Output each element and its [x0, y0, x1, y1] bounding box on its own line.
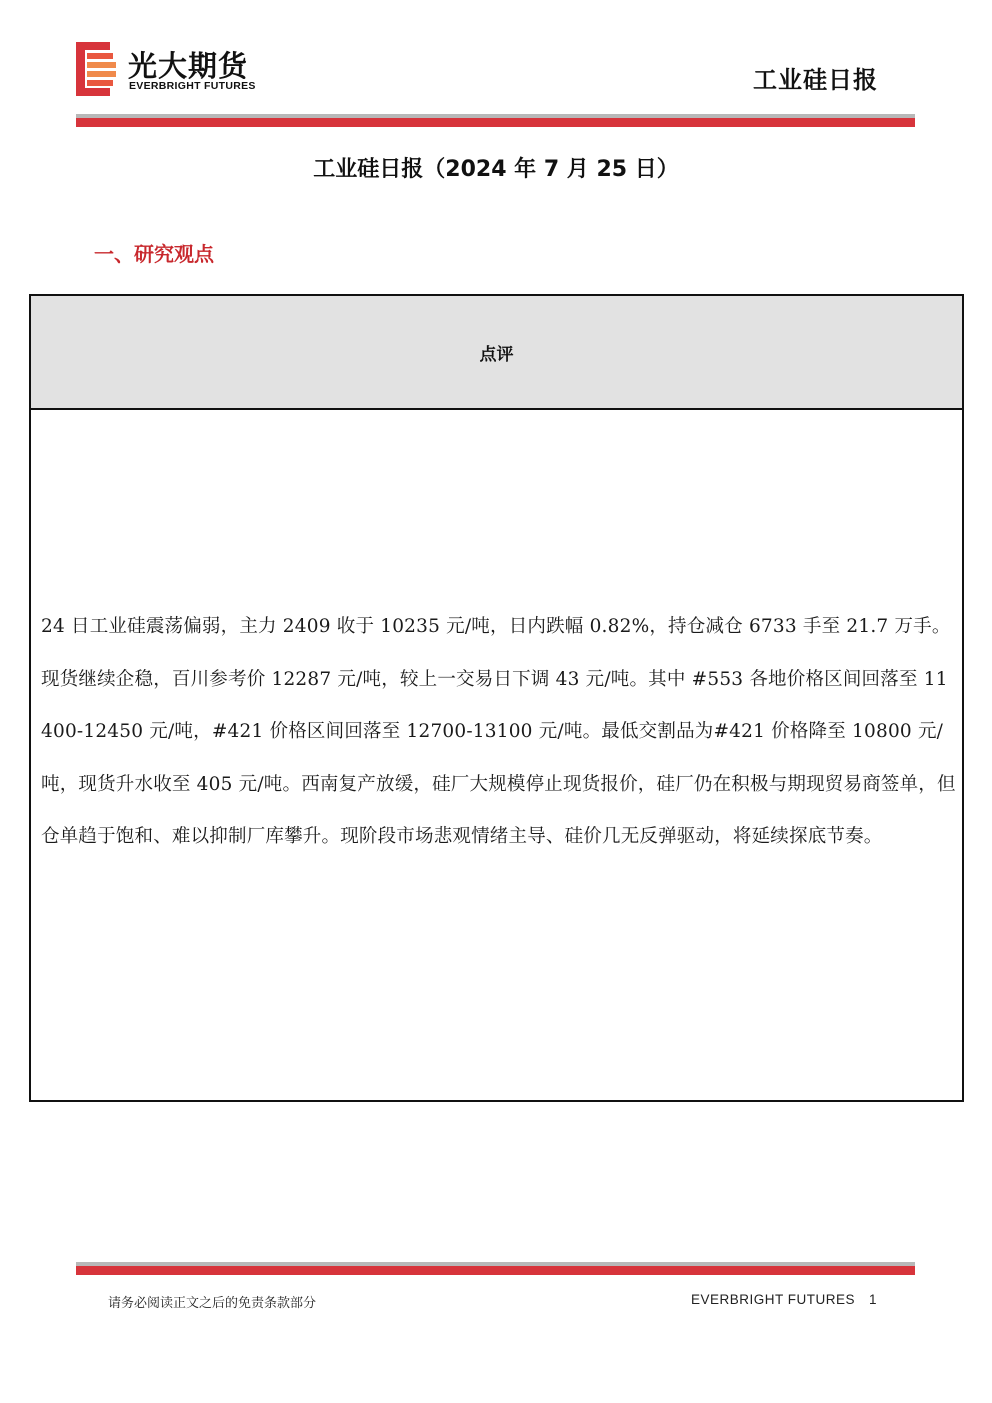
- footer-brand: EVERBRIGHT FUTURES: [690, 1292, 855, 1307]
- section-heading: 一、研究观点: [94, 242, 214, 266]
- review-commentary: 24 日工业硅震荡偏弱，主力 2409 收于 10235 元/吨，日内跌幅 0.82%，持仓减仓 6733 手至 21.7 万手。现货继续企稳，百川参考价 12287 元/吨，较上一交易日下调 43 元/吨。其中 #553 各地价格区间回落至 11400-12450 元/吨，#421 价格区间回落至 12700-13100 元/吨。最低交割品为#421 价格降至 10800 元/吨，现货升水收至 405 元/吨。西南复产放缓，硅厂大规模停止现货报价，硅厂仍在积极与期现贸易商签单，但仓单趋于饱和、难以抑制厂库攀升。现阶段市场悲观情绪主导、硅价几无反弹驱动，将延续探底节奏。: [41, 616, 956, 847]
- header-divider: [76, 114, 915, 127]
- review-table-header: 点评: [31, 296, 962, 410]
- logo-name-cn: 光大期货: [128, 49, 249, 83]
- footer-brand-page: [691, 1292, 877, 1307]
- company-logo: [76, 42, 286, 98]
- everbright-logo-icon: [76, 42, 116, 96]
- page-number: 1: [868, 1292, 877, 1307]
- footer-divider: [76, 1262, 915, 1275]
- logo-name-en: EVERBRIGHT FUTURES: [129, 80, 256, 92]
- review-table: [29, 294, 964, 1102]
- header-report-name: 工业硅日报: [753, 66, 878, 94]
- footer-disclaimer: 请务必阅读正文之后的免责条款部分: [108, 1296, 317, 1311]
- document-title: 工业硅日报（2024 年 7 月 25 日）: [313, 157, 679, 182]
